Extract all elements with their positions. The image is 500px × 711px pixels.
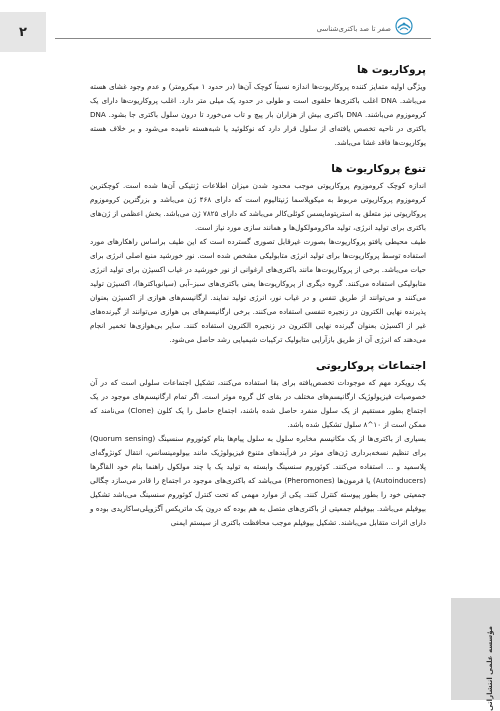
section-heading: پروکاریوت ها — [356, 64, 426, 76]
section-heading: تنوع پروکاریوت ها — [331, 163, 426, 175]
paragraph: اندازه کوچک کروموزوم پروکاریوتی موجب محدود شدن میزان اطلاعات ژنتیکی آن‌ها شده است. کوچکترین کروموزوم پروکاریوتی مربوط به میکوپلاسما ژنیتالیوم است که دارای ۴۶۸ ژن می‌باشد و بزرگترین کروموزوم پروکاریوتی نیز متعلق به استرپتومایسس کوئلی‌کالر می‌باشد که دارای ۷۸۲۵ ژن می‌باشد. بخش اعظمی از ژن‌های باکتری برای تولید انرژی، تولید ماکرومولکول‌ها و همانند سازی مورد نیاز است. — [90, 181, 427, 232]
page-number: ۲ — [0, 12, 46, 52]
running-header-title: صفر تا صد باکتری‌شناسی — [316, 25, 391, 33]
publisher-name: مؤسسه علمی انتشاراتی — [486, 626, 494, 711]
publisher-logo-icon — [395, 17, 413, 35]
paragraph: طیف محیطی یافتو پروکاریوت‌ها بصورت غیرقابل تصوری گسترده است که این طیف براساس راهکارهای مورد استفاده توسط پروکاریوت‌ها برای تولید انرژی متابولیکی مشخص شده است. نور خورشید منبع اصلی انرژی برای حیات می‌باشد. برخی از پروکاریوت‌ها مانند باکتری‌های ارغوانی از نور خورشید در غیاب اکسیژن برای تولید انرژی متابولیکی استفاده می‌کنند. گروه دیگری از پروکاریوت‌ها یعنی باکتری‌های سبز–آبی (سیانوباکترها)، اکسیژن تولید می‌کنند و می‌توانند از طریق تنفس و در غیاب نور، انرژی تولید نمایند. ارگانیسم‌های هوازی از اکسیژن بعنوان پذیرنده نهایی الکترون در زنجیره تنفسی استفاده می‌کنند. برخی ارگانیسم‌های بی هوازی می‌توانند از گیرنده‌های غیر از اکسیژن بعنوان گیرنده نهایی الکترون در زنجیره الکترون استفاده کنند. سایر بی‌هوازی‌ها تخمیر انجام می‌دهند که انرژی آن از طریق بازآرایی متابولیک ترکیبات شیمیایی رشد حاصل می‌شود. — [90, 237, 426, 344]
paragraph: بسیاری از باکتری‌ها از یک مکانیسم مخابره سلول به سلول پیام‌ها بنام کوئوروم سنسینگ (Quorum sensing) برای تنظیم نسخه‌برداری ژن‌های موثر در فرآیندهای متنوع فیزیولوژیک مانند بیولومینسانس، انتقال کونژوگه‌ای پلاسمید و ... استفاده می‌کنند. کوئوروم سنسینگ وابسته به تولید یک یا چند مولکول راهنما بنام خود القاگرها (Autoinducers) یا فرمون‌ها (Pheromones) می‌باشد که باکتری‌های موجود در اجتماع را قادر می‌سازد چگالی جمعیتی خود را بطور پیوسته کنترل کنند. یکی از موارد مهمی که تحت کنترل کوئوروم سنسینگ می‌باشد تشکیل بیوفیلم می‌باشد. بیوفیلم جمعیتی از باکتری‌های متصل به هم بوده که درون یک ماتریکس آگزوپلی‌ساکاریدی بوده و دارای اثرات متقابل می‌باشند. تشکیل بیوفیلم موجب محافظت باکتری از سیستم ایمنی — [90, 434, 426, 527]
paragraph: ویژگی اولیه متمایز کننده پروکاریوت‌ها اندازه نسبتاً کوچک آن‌ها (در حدود ۱ میکرومتر) و عدم وجود غشای هسته می‌باشد. DNA اغلب باکتری‌ها حلقوی است و طولی در حدود یک میلی متر دارد. اغلب پروکاریوت‌ها دارای یک کروموزوم می‌باشند. DNA باکتری بیش از هزاران بار پیچ و تاب می‌خورد تا درون سلول باکتری جا بشود. DNA باکتری در ناحیه تخصص یافته‌ای از سلول قرار دارد که نوکلوئید یا شبه‌هسته نامیده می‌شود و بر خلاف هسته یوکاریوت‌ها فاقد غشا می‌باشد. — [90, 82, 426, 147]
page-body — [90, 64, 426, 530]
section-heading: اجتماعات پروکاریوتی — [316, 360, 426, 372]
paragraph: یک رویکرد مهم که موجودات تخصص‌یافته برای بقا استفاده می‌کنند، تشکیل اجتماعات سلولی است که در آن خصوصیات فیزیولوژیک ارگانیسم‌های مختلف در بقای کل گروه موثر است. اگر تمام ارگانیسم‌های موجود در یک اجتماع بطور مستقیم از یک سلول منفرد حاصل شده باشند، اجتماع حاصل را یک کلون (Clone) می‌نامند که ممکن است از ۱۰^۸ سلول تشکیل شده باشد. — [90, 378, 426, 429]
header-divider — [55, 38, 431, 39]
